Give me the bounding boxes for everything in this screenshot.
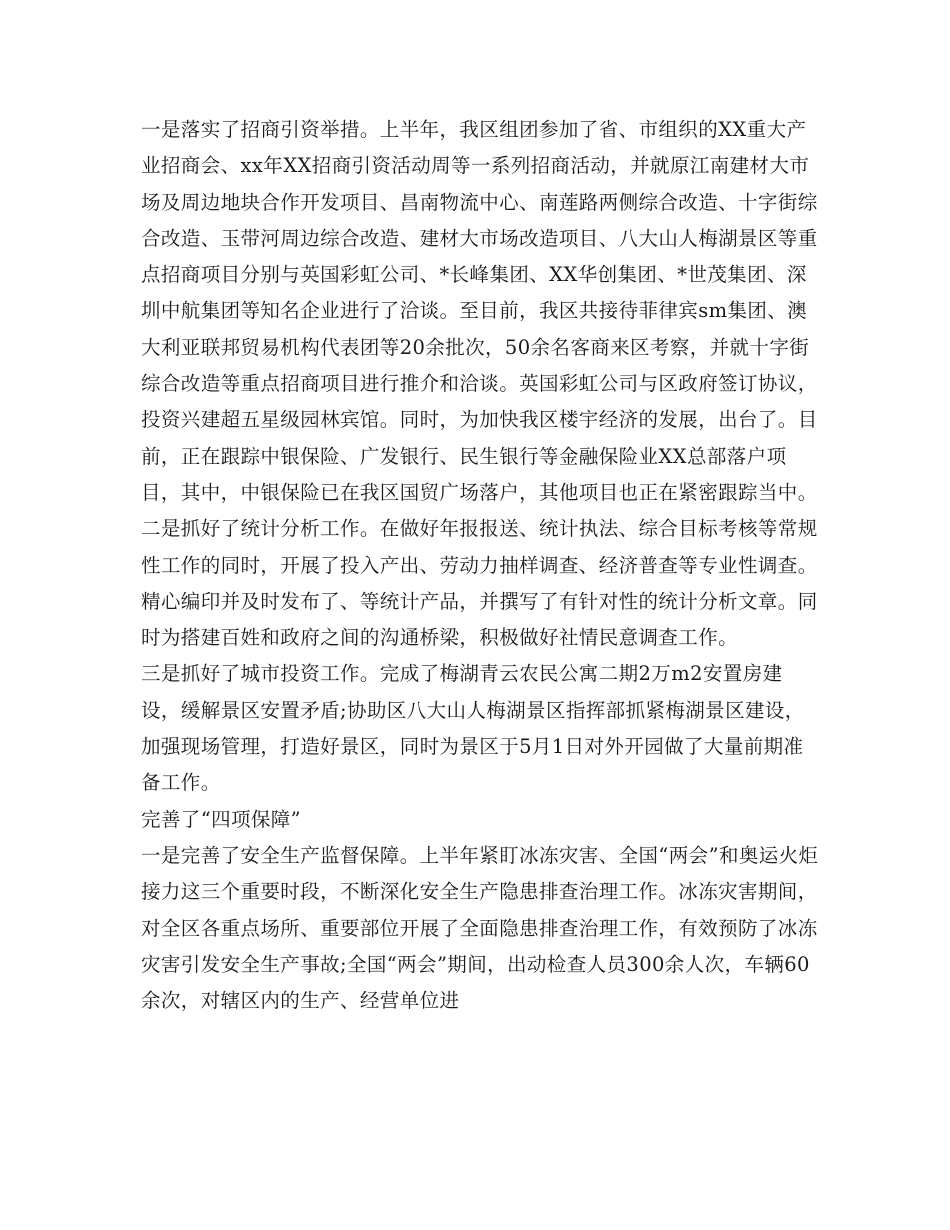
paragraph-investment-promotion: 一是落实了招商引资举措。上半年，我区组团参加了省、市组织的XX重大产业招商会、xx年XX招商引资活动周等一系列招商活动，并就原江南建材大市场及周边地块合作开发项目、昌南物流中心、南莲路两侧综合改造、十字街综合改造、玉带河周边综合改造、建材大市场改造项目、八大山人梅湖景区等重点招商项目分别与英国彩虹公司、*长峰集团、XX华创集团、*世茂集团、深圳中航集团等知名企业进行了洽谈。至目前，我区共接待菲律宾sm集团、澳大利亚联邦贸易机构代表团等20余批次，50余名客商来区考察，并就十字街综合改造等重点招商项目进行推介和洽谈。英国彩虹公司与区政府签订协议，投资兴建超五星级园林宾馆。同时，为加快我区楼宇经济的发展，出台了。目前，正在跟踪中银保险、广发银行、民生银行等金融保险业XX总部落户项目，其中，中银保险已在我区国贸广场落户，其他项目也正在紧密跟踪当中。 [141,118,818,504]
paragraph-safety-supervision: 一是完善了安全生产监督保障。上半年紧盯冰冻灾害、全国“两会”和奥运火炬接力这三个重要时段，不断深化安全生产隐患排查治理工作。冰冻灾害期间，对全区各重点场所、重要部位开展了全面隐患排查治理工作，有效预防了冰冻灾害引发安全生产事故;全国“两会”期间，出动检查人员300余人次，车辆60余次，对辖区内的生产、经营单位进 [141,843,819,1013]
document-body [141,112,821,1019]
paragraph-statistics-analysis: 二是抓好了统计分析工作。在做好年报报送、统计执法、综合目标考核等常规性工作的同时，开展了投入产出、劳动力抽样调查、经济普查等专业性调查。精心编印并及时发布了、等统计产品，并撰写了有针对性的统计分析文章。同时为搭建百姓和政府之间的沟通桥梁，积极做好社情民意调查工作。 [141,517,818,650]
paragraph-urban-investment: 三是抓好了城市投资工作。完成了梅湖青云农民公寓二期2万m2安置房建设，缓解景区安置矛盾;协助区八大山人梅湖景区指挥部抓紧梅湖景区建设，加强现场管理，打造好景区，同时为景区于5月1日对外开园做了大量前期准备工作。 [141,662,805,795]
section-heading-four-guarantees: 完善了“四项保障” [141,807,302,831]
